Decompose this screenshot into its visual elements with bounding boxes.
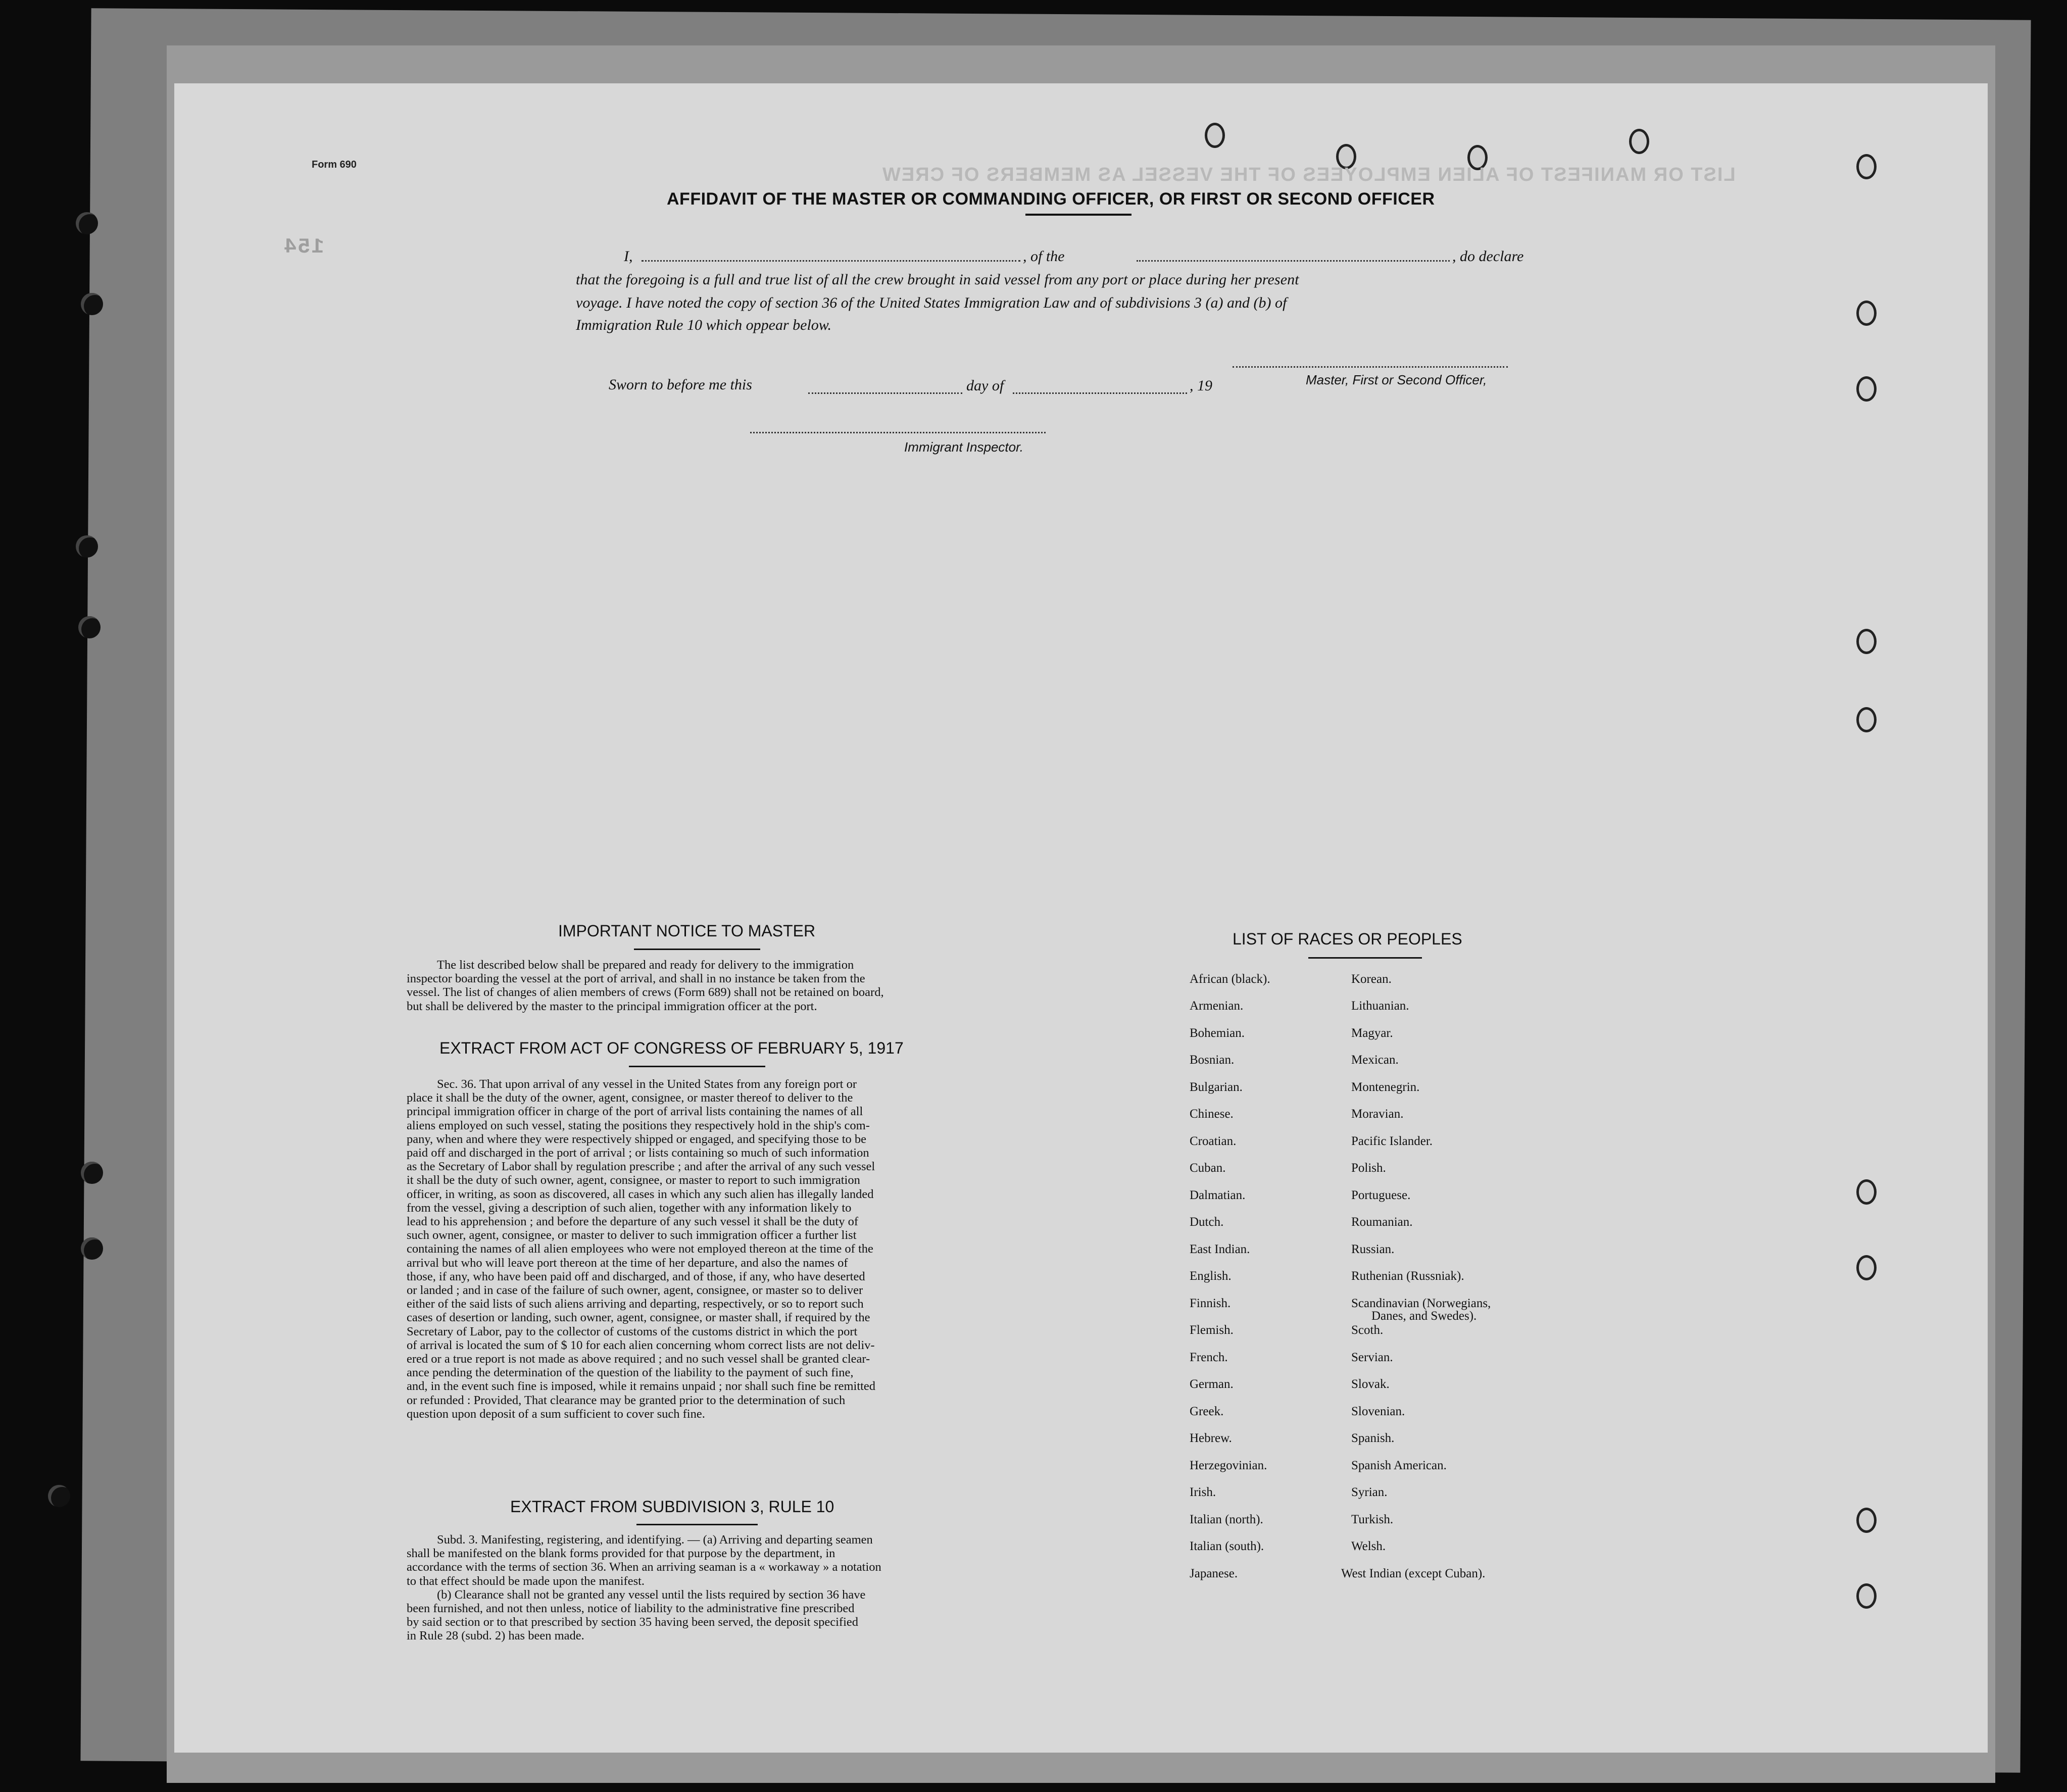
race-item: Spanish American.	[1351, 1459, 1447, 1472]
binder-hole-icon	[81, 1237, 103, 1260]
extract-act-title: EXTRACT FROM ACT OF CONGRESS OF FEBRUARY 5, 1917	[439, 1039, 904, 1057]
extract-rule-body	[407, 1533, 1008, 1643]
race-item: Danes, and Swedes).	[1371, 1309, 1477, 1323]
affidavit-i-label: I,	[624, 248, 633, 265]
act-line: place it shall be the duty of the owner, agent, consignee, or master thereof to deliver to the	[407, 1091, 853, 1105]
rule-line: (b) Clearance shall not be granted any vessel until the lists required by section 36 have	[437, 1587, 866, 1602]
race-item: Bulgarian.	[1190, 1080, 1243, 1094]
race-item: West Indian (except Cuban).	[1341, 1567, 1486, 1580]
affidavit-of-the-label: , of the	[1023, 248, 1065, 265]
race-item: Roumanian.	[1351, 1215, 1413, 1229]
act-line: principal immigration officer in charge of the port of arrival lists containing the names of all	[407, 1105, 863, 1119]
extract-rule-title: EXTRACT FROM SUBDIVISION 3, RULE 10	[510, 1498, 834, 1516]
punch-hole-icon	[1856, 301, 1877, 326]
race-item: Servian.	[1351, 1351, 1393, 1364]
sworn-label: Sworn to before me this	[609, 376, 752, 393]
act-line: such owner, agent, consignee, or master to deliver to such immigration officer a further list	[407, 1228, 857, 1242]
race-item: Magyar.	[1351, 1026, 1393, 1040]
punch-hole-icon	[1856, 154, 1877, 179]
race-item: Korean.	[1351, 972, 1392, 986]
race-item: Scandinavian (Norwegians,	[1351, 1297, 1491, 1310]
year-label: , 19	[1190, 377, 1212, 394]
act-line: lead to his apprehension ; and before the departure of any such vessel it shall be the duty of	[407, 1215, 858, 1229]
affidavit-declare-label: , do declare	[1452, 248, 1524, 265]
act-line: cases of desertion or landing, such owner, agent, consignee, or master shall, if required by the	[407, 1311, 870, 1325]
notice-line: inspector boarding the vessel at the port of arrival, and shall in no instance be taken from the	[407, 972, 865, 986]
race-item: Spanish.	[1351, 1431, 1395, 1445]
act-line: ered or a true report is not made as above required ; and no such vessel shall be granted clear-	[407, 1352, 870, 1366]
race-item: Moravian.	[1351, 1107, 1404, 1121]
affidavit-title-rule	[1025, 214, 1131, 216]
act-line: as the Secretary of Labor shall by regulation prescribe ; and after the arrival of any such vessel	[407, 1160, 875, 1174]
act-line: it shall be the duty of such owner, agent, consignee, or master to report to such immigration	[407, 1173, 860, 1187]
race-item: African (black).	[1190, 972, 1270, 986]
act-line: containing the names of all alien employees who were not employed thereon at the time of the	[407, 1242, 873, 1256]
punch-hole-icon	[1856, 1179, 1877, 1205]
master-signature-label: Master, First or Second Officer,	[1306, 372, 1487, 387]
binder-hole-icon	[81, 1162, 103, 1184]
reverse-page-number: 154	[283, 235, 324, 259]
notice-line: The list described below shall be prepared and ready for delivery to the immigration	[437, 958, 854, 972]
notice-line: vessel. The list of changes of alien members of crews (Form 689) shall not be retained on board,	[407, 985, 884, 1000]
binder-hole-icon	[76, 535, 98, 558]
act-line: those, if any, who have been paid off and discharged, and of those, if any, who have deserted	[407, 1269, 865, 1283]
race-item: Flemish.	[1190, 1323, 1234, 1337]
race-item: Cuban.	[1190, 1161, 1226, 1175]
act-line: pany, when and where they were respectively shipped or engaged, and specifying those to be	[407, 1132, 867, 1146]
rule-line: Subd. 3. Manifesting, registering, and identifying. — (a) Arriving and departing seamen	[437, 1533, 873, 1547]
race-item: Russian.	[1351, 1242, 1395, 1256]
race-item: Scoth.	[1351, 1323, 1384, 1337]
race-item: Slovak.	[1351, 1377, 1390, 1391]
binder-hole-icon	[78, 616, 101, 638]
affidavit-line-2: that the foregoing is a full and true list of all the crew brought in said vessel from any port or place during her present	[576, 271, 1299, 288]
sworn-day-field[interactable]	[808, 392, 962, 394]
master-name-field[interactable]	[642, 260, 1020, 262]
binder-hole-icon	[76, 212, 98, 234]
race-item: Welsh.	[1351, 1539, 1386, 1553]
race-item: French.	[1190, 1351, 1228, 1364]
notice-title: IMPORTANT NOTICE TO MASTER	[558, 922, 816, 940]
race-item: Bohemian.	[1190, 1026, 1245, 1040]
race-item: Croatian.	[1190, 1134, 1237, 1148]
race-item: Polish.	[1351, 1161, 1386, 1175]
race-item: Armenian.	[1190, 999, 1244, 1013]
act-line: ance pending the determination of the question of the liability to the payment of such fine,	[407, 1366, 854, 1380]
form-page	[174, 83, 1988, 1753]
reverse-side-title: LIST OR MANIFEST OF ALIEN EMPLOYEES OF THE VESSEL AS MEMBERS OF CREW	[881, 164, 1736, 185]
race-item: Italian (south).	[1190, 1539, 1264, 1553]
act-line: of arrival is located the sum of $ 10 for each alien concerning whom correct lists are not deliv-	[407, 1338, 875, 1352]
act-line: and, in the event such fine is imposed, while it remains unpaid ; nor shall such fine be remitted	[407, 1379, 876, 1393]
race-item: Herzegovinian.	[1190, 1459, 1267, 1472]
race-item: Bosnian.	[1190, 1053, 1235, 1067]
race-item: Slovenian.	[1351, 1405, 1405, 1418]
race-item: Japanese.	[1190, 1567, 1238, 1580]
punch-hole-icon	[1856, 1583, 1877, 1609]
race-item: Dalmatian.	[1190, 1188, 1246, 1202]
rule-line: been furnished, and not then unless, notice of liability to the administrative fine prescribed	[407, 1602, 855, 1616]
race-item: Turkish.	[1351, 1513, 1394, 1526]
races-title-rule	[1308, 957, 1422, 959]
sworn-month-field[interactable]	[1013, 392, 1187, 394]
act-line: aliens employed on such vessel, stating the positions they respectively hold in the ship's com-	[407, 1118, 870, 1132]
extract-rule-rule	[636, 1524, 758, 1525]
extract-act-rule	[629, 1066, 765, 1067]
form-number: Form 690	[312, 159, 357, 170]
race-item: Lithuanian.	[1351, 999, 1409, 1013]
rule-line: in Rule 28 (subd. 2) has been made.	[407, 1629, 584, 1643]
race-item: Mexican.	[1351, 1053, 1399, 1067]
race-item: Irish.	[1190, 1485, 1216, 1499]
act-line: paid off and discharged in the port of arrival ; or lists containing so much of such information	[407, 1146, 869, 1160]
act-line: arrival but who will leave port thereon at the time of her departure, and also the names of	[407, 1256, 848, 1270]
race-item: Chinese.	[1190, 1107, 1234, 1121]
race-item: Finnish.	[1190, 1297, 1231, 1310]
act-line: Sec. 36. That upon arrival of any vessel in the United States from any foreign port or	[437, 1077, 857, 1091]
race-item: Ruthenian (Russniak).	[1351, 1269, 1464, 1283]
notice-title-rule	[634, 949, 760, 950]
act-line: officer, in writing, as soon as discovered, all cases in which any such alien has illegally landed	[407, 1187, 874, 1201]
binder-hole-icon	[48, 1485, 70, 1507]
act-line: or refunded : Provided, That clearance may be granted prior to the determination of such	[407, 1393, 846, 1407]
affidavit-title: AFFIDAVIT OF THE MASTER OR COMMANDING OFFICER, OR FIRST OR SECOND OFFICER	[667, 189, 1435, 209]
day-of-label: day of	[966, 377, 1004, 394]
race-item: Italian (north).	[1190, 1513, 1263, 1526]
punch-hole-icon	[1856, 629, 1877, 654]
master-signature-field[interactable]	[1233, 366, 1508, 368]
race-item: Greek.	[1190, 1405, 1224, 1418]
vessel-name-field[interactable]	[1137, 260, 1450, 262]
act-line: question upon deposit of a sum sufficient to cover such fine.	[407, 1407, 705, 1421]
affidavit-line-4: Immigration Rule 10 which oppear below.	[576, 317, 832, 333]
rule-line: by said section or to that prescribed by section 35 having been served, the deposit specified	[407, 1615, 858, 1629]
punch-hole-icon	[1205, 123, 1225, 148]
binder-hole-icon	[81, 293, 103, 315]
race-item: Dutch.	[1190, 1215, 1224, 1229]
race-item: English.	[1190, 1269, 1232, 1283]
punch-hole-icon	[1856, 1255, 1877, 1280]
act-line: Secretary of Labor, pay to the collector of customs of the customs district in which the port	[407, 1324, 858, 1338]
act-line: from the vessel, giving a description of such alien, together with any information likely to	[407, 1201, 852, 1215]
affidavit-line-3: voyage. I have noted the copy of section 36 of the United States Immigration Law and of subdivisions 3 (a) and (b) of	[576, 294, 1287, 311]
rule-line: accordance with the terms of section 36. When an arriving seaman is a « workaway » a notation	[407, 1560, 881, 1574]
race-item: Pacific Islander.	[1351, 1134, 1433, 1148]
race-item: Portuguese.	[1351, 1188, 1411, 1202]
race-item: East Indian.	[1190, 1242, 1250, 1256]
rule-line: to that effect should be made upon the manifest.	[407, 1574, 645, 1588]
punch-hole-icon	[1856, 1508, 1877, 1533]
races-title: LIST OF RACES OR PEOPLES	[1233, 930, 1462, 948]
notice-line: but shall be delivered by the master to the principal immigration officer at the port.	[407, 999, 817, 1013]
race-item: Hebrew.	[1190, 1431, 1232, 1445]
race-item: German.	[1190, 1377, 1234, 1391]
act-line: either of the said lists of such aliens arriving and departing, respectively, or so to report such	[407, 1297, 864, 1311]
punch-hole-icon	[1856, 707, 1877, 732]
punch-hole-icon	[1629, 129, 1649, 154]
punch-hole-icon	[1856, 376, 1877, 402]
inspector-signature-field[interactable]	[750, 432, 1046, 433]
notice-body	[407, 958, 1008, 1013]
act-line: or landed ; and in case of the failure of such owner, agent, consignee, or master so to deliver	[407, 1283, 863, 1298]
race-item: Syrian.	[1351, 1485, 1388, 1499]
rule-line: shall be manifested on the blank forms provided for that purpose by the department, in	[407, 1547, 835, 1561]
extract-act-body	[407, 1077, 1008, 1421]
inspector-signature-label: Immigrant Inspector.	[904, 439, 1024, 455]
race-item: Montenegrin.	[1351, 1080, 1420, 1094]
